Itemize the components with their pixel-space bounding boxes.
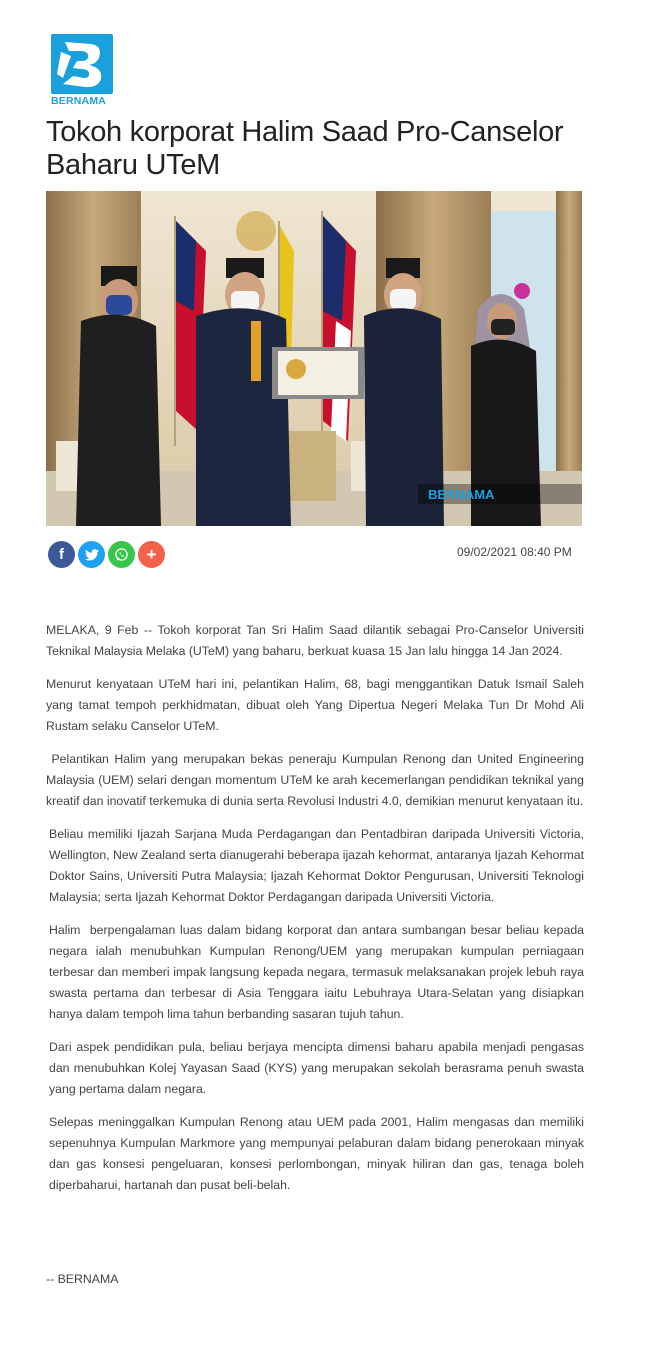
twitter-share-button[interactable] [78,541,105,568]
bernama-logo[interactable] [51,34,115,106]
paragraph-7: Selepas meninggalkan Kumpulan Renong atau UEM pada 2001, Halim mengasas dan memiliki sepenuhnya Kumpulan Markmore yang mempunyai pelaburan dalam bidang penerokaan minyak dan gas konsesi pengeluaran, konsesi perlombongan, minyak hiliran dan gas, tenaga boleh diperbaharui, hartanah dan pusat beli-belah. [49,1115,584,1192]
paragraph-4: Beliau memiliki Ijazah Sarjana Muda Perdagangan dan Pentadbiran daripada Universiti Victoria, Wellington, New Zealand serta dianugerahi beberapa ijazah kehormat, antaranya Ijazah Kehormat Doktor Sains, Universiti Putra Malaysia; Ijazah Kehormat Doktor Pengurusan, Universiti Teknologi Malaysia; serta Ijazah Kehormat Doktor Perdagangan daripada Universiti Victoria. [49,827,585,904]
twitter-icon [85,549,99,561]
paragraph-5: Halim berpengalaman luas dalam bidang korporat dan antara sumbangan besar beliau kepada negara ialah menubuhkan Kumpulan Renong/UEM yang merupakan kumpulan perniagaan terbesar dan memberi impak langsung kepada negara, termasuk melaksanakan projek lebuh raya swasta pertama dan terbesar di Asia Tenggara iaitu Lebuhraya Utara-Selatan yang disiapkan hanya dalam tempoh lima tahun berbanding sasaran tujuh tahun. [49,923,588,1021]
plus-icon: + [146,544,157,564]
facebook-icon: f [59,546,64,563]
article-body [46,620,588,1208]
photo-watermark: BERNAMA [428,487,495,502]
whatsapp-icon [114,547,129,562]
bernama-logo-text: BERNAMA [51,95,107,107]
facebook-share-button[interactable] [48,541,75,568]
bernama-logo-mark [51,34,113,94]
paragraph-6: Dari aspek pendidikan pula, beliau berjaya mencipta dimensi baharu apabila menjadi pengasas dan menubuhkan Kolej Yayasan Saad (KYS) yang merupakan sekolah berasrama penuh swasta yang pertama dalam negara. [49,1040,584,1096]
article-date: 09/02/2021 08:40 PM [457,545,572,559]
paragraph-2: Menurut kenyataan UTeM hari ini, pelantikan Halim, 68, bagi menggantikan Datuk Ismail Saleh yang tamat tempoh perkhidmatan, dibuat oleh Yang Dipertua Negeri Melaka Tun Dr Mohd Ali Rustam selaku Canselor UTeM. [46,677,584,733]
article-title: Tokoh korporat Halim Saad Pro-Canselor Baharu UTeM [46,116,564,181]
article-photo [46,191,582,526]
share-bar [48,541,165,568]
whatsapp-share-button[interactable] [108,541,135,568]
paragraph-3: Pelantikan Halim yang merupakan bekas peneraju Kumpulan Renong dan United Engineering Malaysia (UEM) selari dengan momentum UTeM ke arah kecemerlangan pendidikan teknikal yang kreatif dan inovatif terkemuka di dunia serta Revolusi Industri 4.0, demikian menurut kenyataan itu. [46,752,588,808]
more-share-button[interactable] [138,541,165,568]
article-signoff: -- BERNAMA [46,1272,119,1286]
paragraph-1: MELAKA, 9 Feb -- Tokoh korporat Tan Sri Halim Saad dilantik sebagai Pro-Canselor Universiti Teknikal Malaysia Melaka (UTeM) yang baharu, berkuat kuasa 15 Jan lalu hingga 14 Jan 2024. [46,623,584,658]
